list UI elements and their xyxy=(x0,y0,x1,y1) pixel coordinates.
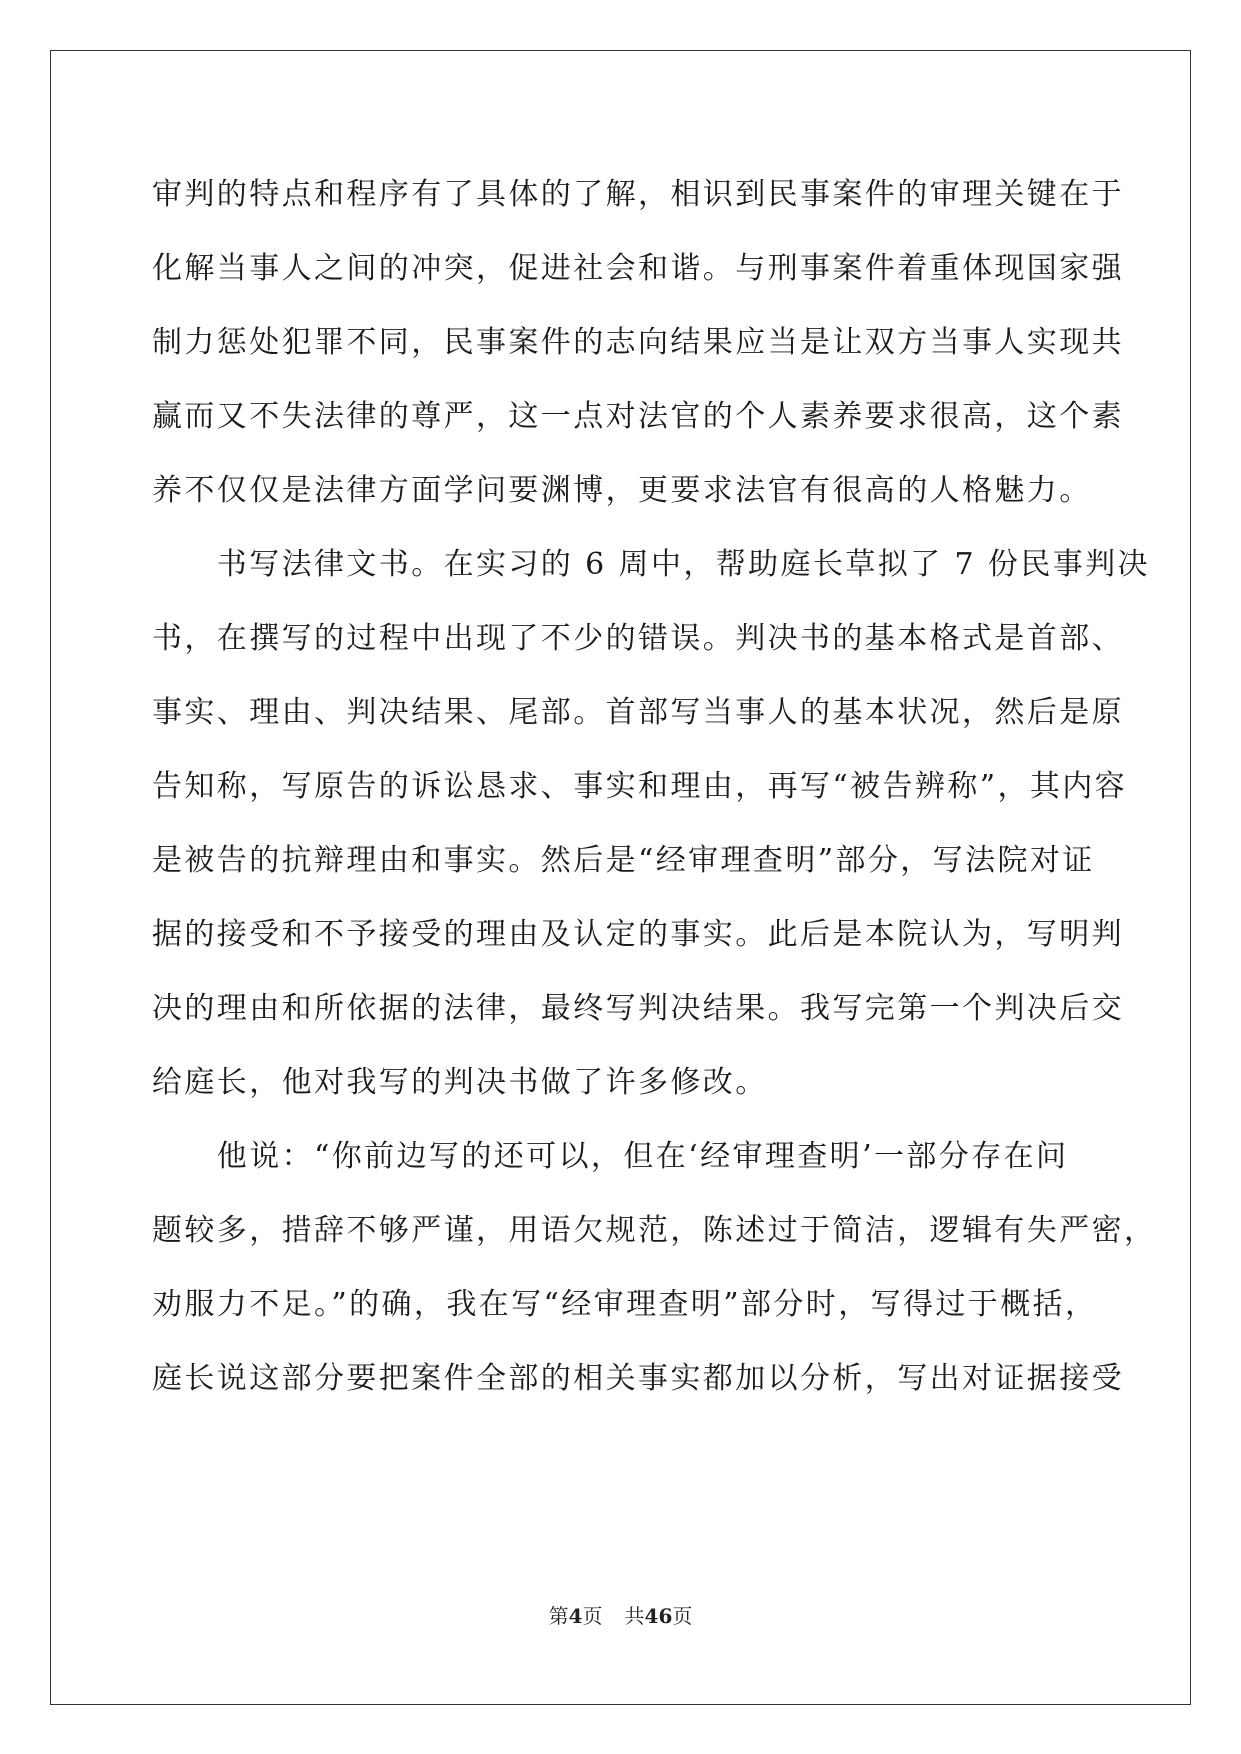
text-line: 题较多，措辞不够严谨，用语欠规范，陈述过于简洁，逻辑有失严密， xyxy=(152,1213,1157,1248)
text-line: 告知称，写原告的诉讼恳求、事实和理由，再写“被告辨称”，其内容 xyxy=(152,769,1128,804)
total-prefix: 共 xyxy=(624,1604,645,1628)
page-suffix: 页 xyxy=(582,1604,603,1628)
text-line: 养不仅仅是法律方面学问要渊博，更要求法官有很高的人格魅力。 xyxy=(152,473,1092,508)
total-pages: 46 xyxy=(644,1604,673,1628)
text-line: 书，在撰写的过程中出现了不少的错误。判决书的基本格式是首部、 xyxy=(152,621,1124,656)
text-line: 据的接受和不予接受的理由及认定的事实。此后是本院认为，写明判 xyxy=(152,917,1124,952)
text-line: 赢而又不失法律的尊严，这一点对法官的个人素养要求很高，这个素 xyxy=(152,399,1124,434)
text-line: 化解当事人之间的冲突，促进社会和谐。与刑事案件着重体现国家强 xyxy=(152,251,1124,286)
text-line: 给庭长，他对我写的判决书做了许多修改。 xyxy=(152,1065,768,1100)
text-line: 审判的特点和程序有了具体的了解，相识到民事案件的审理关键在于 xyxy=(152,177,1124,212)
text-line: 制力惩处犯罪不同，民事案件的志向结果应当是让双方当事人实现共 xyxy=(152,325,1124,360)
document-body xyxy=(152,158,1157,1416)
text-line: 是被告的抗辩理由和事实。然后是“经审理查明”部分，写法院对证 xyxy=(152,843,1095,878)
page-footer xyxy=(0,1604,1241,1628)
page-prefix: 第 xyxy=(548,1604,569,1628)
total-suffix: 页 xyxy=(672,1604,693,1628)
text-line: 他说：“你前边写的还可以，但在‘经审理查明’一部分存在问 xyxy=(152,1139,1069,1174)
page-number: 4 xyxy=(568,1604,583,1628)
text-line: 劝服力不足。”的确，我在写“经审理查明”部分时，写得过于概括， xyxy=(152,1287,1098,1322)
text-line: 庭长说这部分要把案件全部的相关事实都加以分析，写出对证据接受 xyxy=(152,1361,1124,1396)
text-line: 决的理由和所依据的法律，最终写判决结果。我写完第一个判决后交 xyxy=(152,991,1124,1026)
text-line: 事实、理由、判决结果、尾部。首部写当事人的基本状况，然后是原 xyxy=(152,695,1124,730)
text-line: 书写法律文书。在实习的 6 周中，帮助庭长草拟了 7 份民事判决 xyxy=(152,547,1150,582)
